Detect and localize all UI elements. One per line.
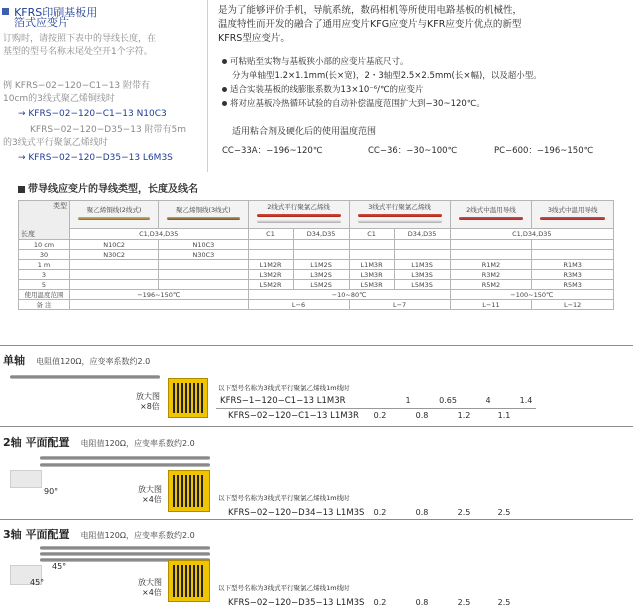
section-subtitle: 电阻值120Ω，应变率系数约2.0 — [80, 439, 195, 448]
lead-wire-table — [18, 200, 614, 310]
uniaxial-gauge-image — [168, 378, 208, 418]
gauge-lead-strip — [40, 552, 210, 556]
model-name: KFRS−02−120−D35−13 L1M3S — [228, 598, 365, 608]
angle-label: 90° — [44, 487, 59, 496]
adhesive-cc33a: CC−33A：−196~120℃ — [222, 146, 323, 156]
model-caption: 以下型号名称为3线式平行聚氯乙烯线1m线时 — [218, 584, 350, 592]
section-divider — [0, 519, 633, 520]
triaxial-gauge-image — [168, 560, 210, 602]
dimension-value: 0.2 — [373, 411, 387, 420]
table-row: 30 N30C2 N30C3 — [19, 250, 614, 260]
gauge-lead-strip — [40, 463, 210, 467]
model-name: KFRS−1−120−C1−13 L1M3R — [220, 396, 346, 406]
adhesive-pc600: PC−600：−196~150℃ — [494, 146, 594, 156]
dimension-value: 1.2 — [457, 411, 471, 420]
section-uniaxial-header — [3, 349, 150, 368]
table-temp-row: 使用温度范围 −196~150℃ −10~80℃ −100~150℃ — [19, 290, 614, 300]
example2-result: → KFRS−02−120−D35−13 L6M3S — [18, 153, 173, 163]
dimension-value: 1.1 — [497, 411, 511, 420]
col-group-2: 聚乙烯铜线(3线式) — [159, 201, 248, 229]
section-title: 2轴 平面配置 — [3, 436, 70, 449]
model-caption: 以下型号名称为3线式平行聚氯乙烯线1m线时 — [218, 494, 350, 502]
gauge-lead-strip — [10, 375, 160, 379]
square-bullet-icon — [2, 8, 9, 15]
model-name: KFRS−02−120−D34−13 L1M3S — [228, 508, 365, 518]
feature-bullet-1-detail: 分为单轴型1.2×1.1mm(长×宽)，2・3轴型2.5×2.5mm(长×幅)，以及超小型。 — [232, 71, 542, 81]
square-bullet-icon — [18, 186, 25, 193]
product-subtitle: 箔式应变片 — [14, 16, 69, 29]
table-header-row — [19, 201, 614, 229]
gauge-lead-strip — [40, 456, 210, 460]
intro-line-1: 订购时，请按照下表中的导线长度，在 — [3, 34, 157, 44]
bullet-icon — [222, 101, 227, 106]
bullet-icon — [222, 87, 227, 92]
adhesive-title: 适用粘合剂及硬化后的使用温度范围 — [232, 127, 377, 137]
corner-cell — [19, 201, 70, 240]
feature-bullet-1: 可粘贴至实物与基板狭小部的应变片基底尺寸。 — [222, 56, 409, 68]
dimension-value: 1 — [405, 396, 411, 405]
section-triaxial-header — [3, 523, 195, 542]
order-info-panel — [0, 0, 207, 172]
zoom-label: 放大图 — [138, 485, 162, 494]
header-length-label: 长度 — [21, 230, 35, 238]
zoom-factor: ×8倍 — [140, 402, 160, 411]
gauge-lead-strip — [40, 546, 210, 550]
zoom-label: 放大图 — [136, 392, 160, 401]
intro-line-2: 基型的型号名称末尾处空开1个字符。 — [3, 47, 153, 57]
feature-bullet-3: 将对应基板冷热循环试验的自动补偿温度范围扩大到−30~120℃。 — [222, 98, 485, 110]
dimension-value: 1.4 — [519, 396, 533, 405]
table-note-row: 备 注 L−6 L−7 L−11 L−12 — [19, 300, 614, 310]
model-name: KFRS−02−120−C1−13 L1M3R — [228, 411, 359, 421]
table-row: 3 L3M2R L3M2S L3M3R L3M3S R3M2 R3M3 — [19, 270, 614, 280]
col-group-1: 聚乙烯铜线(2线式) — [70, 201, 159, 229]
table-row: 1 m L1M2R L1M2S L1M3R L1M3S R1M2 R1M3 — [19, 260, 614, 270]
section-biaxial-header — [3, 431, 195, 450]
col-group-4: 3线式平行聚氯乙烯线 — [349, 201, 450, 229]
angle-label: 45° — [30, 578, 45, 587]
section-subtitle: 电阻值120Ω，应变率系数约2.0 — [80, 531, 195, 540]
table-row: 5 L5M2R L5M2S L5M3R L5M3S R5M2 R5M3 — [19, 280, 614, 290]
bullet-icon — [222, 59, 227, 64]
description-line-1: 是为了能够评价手机，导航系统，数码相机等所使用电路基板的机械性， — [218, 5, 523, 16]
section-divider — [0, 345, 633, 346]
section-divider — [0, 426, 633, 427]
dimension-value: 0.2 — [373, 508, 387, 517]
example1-line-2: 10cm的3线式聚乙烯铜线时 — [3, 94, 115, 104]
section-subtitle: 电阻值120Ω，应变率系数约2.0 — [36, 357, 151, 366]
dimension-value: 4 — [485, 396, 491, 405]
model-caption: 以下型号名称为3线式平行聚氯乙烯线1m线时 — [218, 384, 350, 392]
zoom-label: 放大图 — [138, 578, 162, 587]
description-line-3: KFRS型应变片。 — [218, 33, 290, 44]
section-title: 单轴 — [3, 354, 25, 367]
rosette-side-image — [10, 470, 42, 488]
dimension-value: 2.5 — [497, 508, 511, 517]
table-title: 带导线应变片的导线类型，长度及线名 — [18, 180, 198, 195]
dimension-value: 0.8 — [415, 598, 429, 607]
table-row: 10 cm N10C2 N10C3 — [19, 240, 614, 250]
biaxial-gauge-image — [168, 470, 210, 512]
zoom-factor: ×4倍 — [142, 495, 162, 504]
example2-line-1: KFRS−02−120−D35−13 附带有5m — [30, 125, 187, 135]
dimension-value: 0.2 — [373, 598, 387, 607]
dimension-value: 0.65 — [439, 396, 457, 405]
angle-label: 45° — [52, 562, 67, 571]
table-subheader-row: C1,D34,D35 C1 D34,D35 C1 D34,D35 C1,D34,D35 — [19, 228, 614, 239]
dimension-value: 0.8 — [415, 508, 429, 517]
dimension-value: 2.5 — [457, 508, 471, 517]
dimension-value: 2.5 — [497, 598, 511, 607]
feature-bullet-2: 适合实装基板的线膨胀系数为13×10⁻⁶/℃的应变片 — [222, 84, 424, 96]
example2-line-2: 的3线式平行聚氯乙烯线时 — [3, 138, 108, 148]
header-type-label: 类型 — [53, 202, 67, 210]
row-divider — [216, 408, 536, 409]
example1-line-1: 例 KFRS−02−120−C1−13 附带有 — [3, 81, 151, 91]
section-title: 3轴 平面配置 — [3, 528, 70, 541]
col-group-6: 3线式中温用导线 — [532, 201, 614, 229]
divider — [207, 0, 208, 172]
description-line-2: 温度特性而开发的融合了通用应变片KFG应变片与KFR应变片优点的新型 — [218, 19, 522, 30]
col-group-3: 2线式平行聚氯乙烯线 — [248, 201, 349, 229]
adhesive-cc36: CC−36：−30~100℃ — [368, 146, 458, 156]
product-title: KFRS印刷基板用 — [2, 1, 97, 20]
dimension-value: 2.5 — [457, 598, 471, 607]
dimension-value: 0.8 — [415, 411, 429, 420]
zoom-factor: ×4倍 — [142, 588, 162, 597]
col-group-5: 2线式中温用导线 — [450, 201, 532, 229]
example1-result: → KFRS−02−120−C1−13 N10C3 — [18, 109, 167, 119]
